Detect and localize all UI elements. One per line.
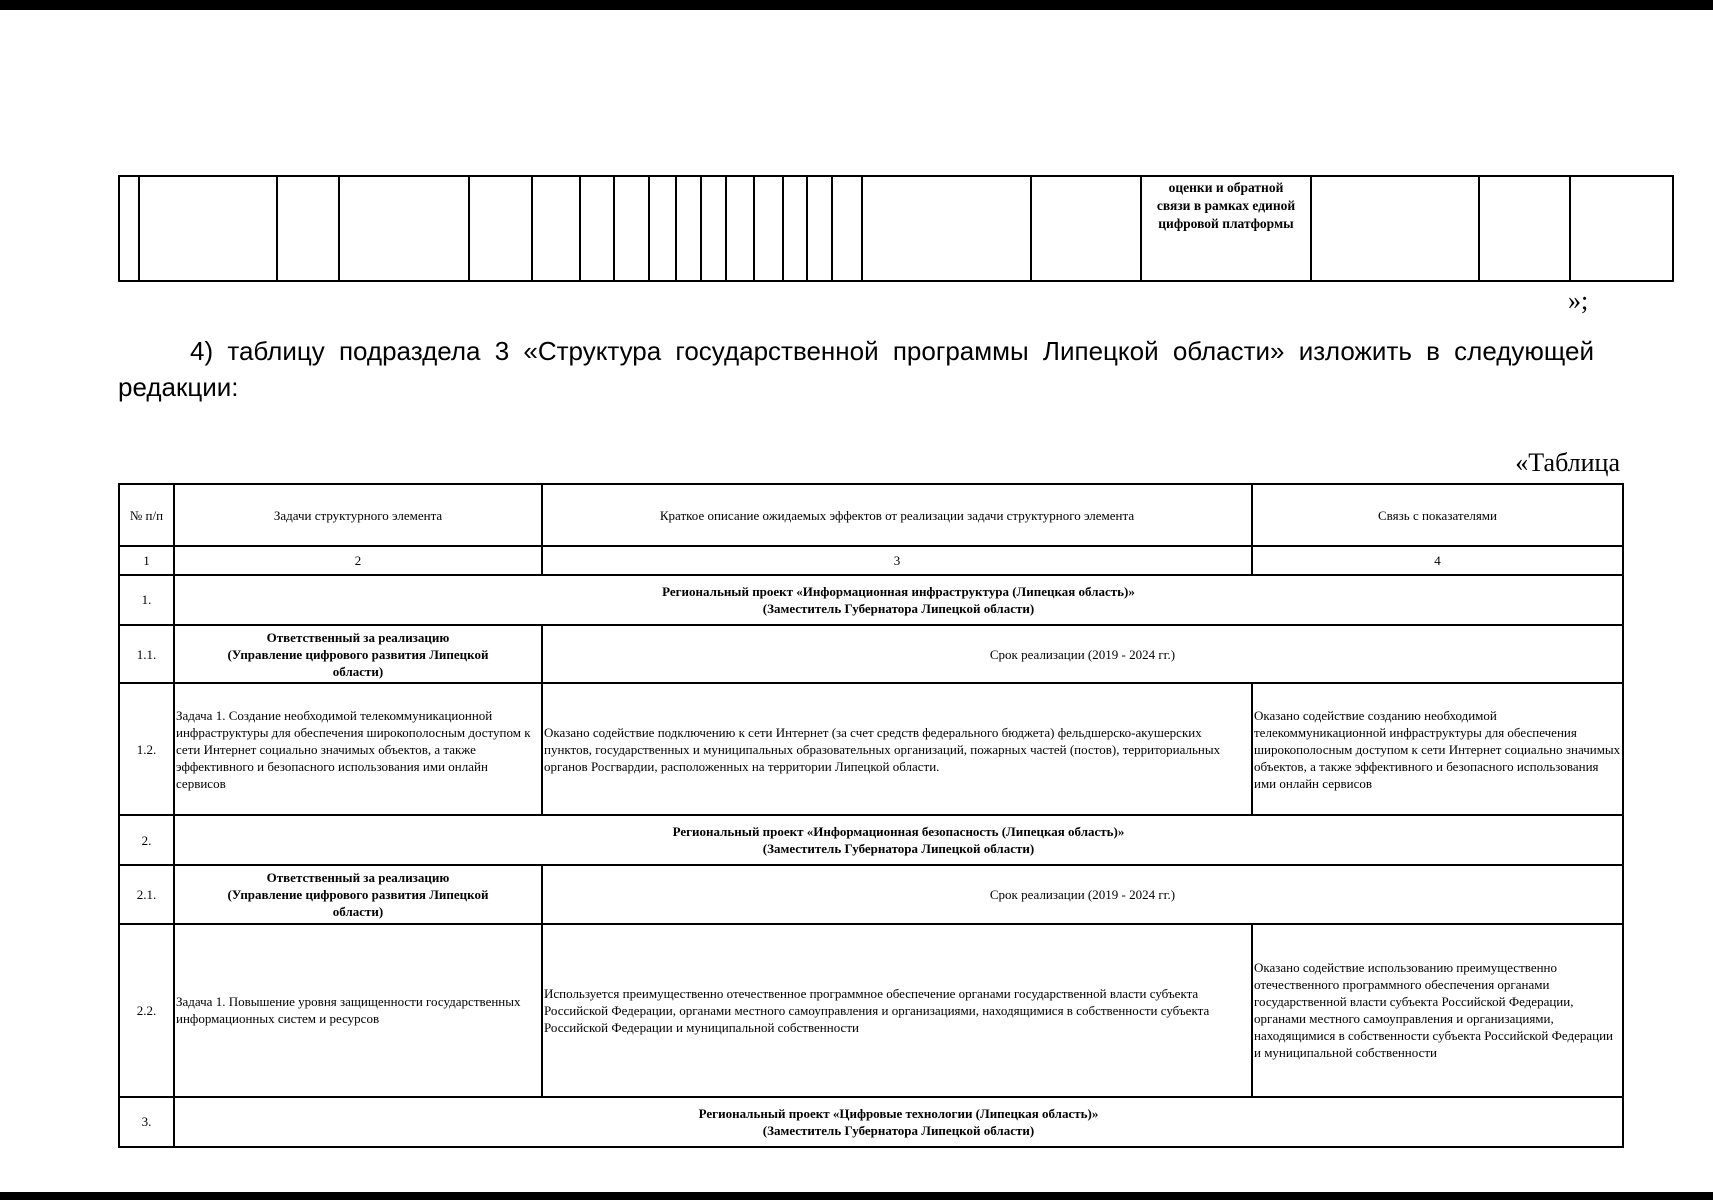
column-number: 3 [542, 546, 1252, 574]
effect-cell: Используется преимущественно отечественное программное обеспечение органами государственной власти субъекта Российской Федерации, органами местного самоуправления и организациями, находящимися в собственности субъекта Российской Федерации и муниципальной собственности [542, 924, 1252, 1097]
indicator-cell: Оказано содействие использованию преимущественно отечественного программного обеспечения органами государственной власти субъекта Российской Федерации, органами местного самоуправления и организациями, находящимися в собственности субъекта Российской Федерации и муниципальной собственности [1252, 924, 1623, 1097]
row-number: 3. [119, 1097, 174, 1147]
task-cell: Задача 1. Создание необходимой телекоммуникационной инфраструктуры для обеспечения широкополосным доступом к сети Интернет социально значимых объектов, а также эффективного и безопасного использования ими онлайн сервисов [174, 683, 542, 815]
project-title-cell [174, 575, 1623, 625]
project-title: Региональный проект «Информационная безопасность (Липецкая область)» [672, 824, 1125, 840]
fragment-text-line: цифровой платформы [1158, 216, 1294, 231]
term-cell: Срок реализации (2019 - 2024 гг.) [542, 865, 1623, 923]
table-caption: «Таблица [1515, 448, 1620, 477]
responsible-line: (Управление цифрового развития Липецкой [227, 646, 489, 662]
program-structure-table [118, 483, 1624, 1148]
term-cell: Срок реализации (2019 - 2024 гг.) [542, 625, 1623, 683]
scan-bottom-border [0, 1192, 1713, 1200]
row-number: 1.1. [119, 625, 174, 683]
row-number: 1. [119, 575, 174, 625]
column-number: 2 [174, 546, 542, 574]
row-number: 2.2. [119, 924, 174, 1097]
responsible-row [119, 865, 1623, 923]
project-curator: (Заместитель Губернатора Липецкой области) [762, 841, 1035, 857]
project-title-cell [174, 815, 1623, 865]
responsible-row [119, 625, 1623, 683]
responsible-line: Ответственный за реализацию [266, 869, 450, 885]
project-curator: (Заместитель Губернатора Липецкой области) [762, 600, 1035, 616]
fragment-text-line: оценки и обратной [1168, 180, 1284, 195]
project-title-cell [174, 1097, 1623, 1147]
scan-top-border [0, 0, 1713, 10]
header-num: № п/п [119, 484, 174, 546]
project-row [119, 815, 1623, 865]
responsible-line: области) [332, 903, 384, 919]
previous-table-fragment [118, 175, 1674, 282]
header-indicators: Связь с показателями [1252, 484, 1623, 546]
closing-quote-mark: »; [1568, 286, 1589, 315]
fragment-text-cell [1141, 176, 1311, 281]
task-row [119, 924, 1623, 1097]
header-row [119, 484, 1623, 546]
row-number: 2.1. [119, 865, 174, 923]
project-row [119, 575, 1623, 625]
responsible-line: (Управление цифрового развития Липецкой [227, 886, 489, 902]
project-curator: (Заместитель Губернатора Липецкой области) [762, 1122, 1035, 1138]
project-row [119, 1097, 1623, 1147]
intro-paragraph [118, 333, 1594, 405]
intro-line-2: редакции: [118, 372, 239, 402]
header-tasks: Задачи структурного элемента [174, 484, 542, 546]
fragment-text-line: связи в рамках единой [1156, 198, 1296, 213]
header-effects: Краткое описание ожидаемых эффектов от реализации задачи структурного элемента [542, 484, 1252, 546]
project-title: Региональный проект «Информационная инфраструктура (Липецкая область)» [662, 583, 1135, 599]
responsible-cell [174, 865, 542, 923]
column-number: 4 [1252, 546, 1623, 574]
row-number: 2. [119, 815, 174, 865]
intro-line-1: 4) таблицу подраздела 3 «Структура государственной программы Липецкой области» изложить в следующей [190, 336, 1594, 366]
column-number: 1 [119, 546, 174, 574]
column-number-row [119, 546, 1623, 574]
responsible-cell [174, 625, 542, 683]
responsible-line: области) [332, 663, 384, 679]
responsible-line: Ответственный за реализацию [266, 629, 450, 645]
row-number: 1.2. [119, 683, 174, 815]
task-cell: Задача 1. Повышение уровня защищенности государственных информационных систем и ресурсов [174, 924, 542, 1097]
effect-cell: Оказано содействие подключению к сети Интернет (за счет средств федерального бюджета) фельдшерско-акушерских пунктов, государственных и муниципальных образовательных организаций, пожарных частей (постов), территориальных органов Росгвардии, расположенных на территории Липецкой области. [542, 683, 1252, 815]
indicator-cell: Оказано содействие созданию необходимой телекоммуникационной инфраструктуры для обеспечения широкополосным доступом к сети Интернет социально значимых объектов, а также эффективного и безопасного использования ими онлайн сервисов [1252, 683, 1623, 815]
project-title: Региональный проект «Цифровые технологии (Липецкая область)» [698, 1105, 1099, 1121]
task-row [119, 683, 1623, 815]
